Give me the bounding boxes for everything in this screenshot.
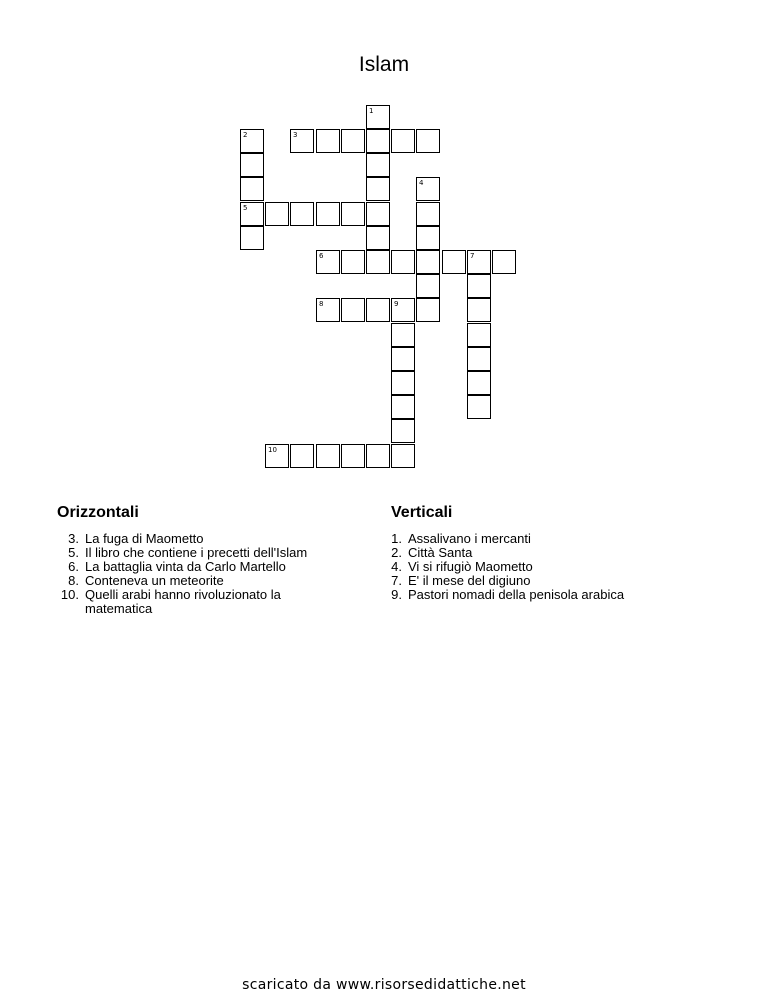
grid-cell[interactable]: [366, 444, 390, 468]
grid-cell[interactable]: [467, 250, 491, 274]
across-clues: [57, 504, 377, 616]
grid-cell[interactable]: [416, 298, 440, 322]
grid-cell[interactable]: [240, 129, 264, 153]
clue-number: 6.: [68, 559, 79, 574]
grid-cell[interactable]: [467, 371, 491, 395]
grid-cell[interactable]: [290, 444, 314, 468]
clue-number: 5.: [68, 545, 79, 560]
clue-text: Il libro che contiene i precetti dell'Islam: [85, 545, 308, 560]
grid-cell[interactable]: [366, 226, 390, 250]
grid-cell[interactable]: [366, 105, 390, 129]
cell-number: 6: [319, 252, 324, 260]
clue-text: Città Santa: [408, 545, 473, 560]
cell-number: 9: [394, 300, 399, 308]
grid-cell[interactable]: [366, 129, 390, 153]
grid-cell[interactable]: [316, 298, 340, 322]
clue-text: Quelli arabi hanno rivoluzionato la matematica: [85, 587, 281, 616]
grid-cell[interactable]: [341, 444, 365, 468]
clue-across-3: [57, 532, 377, 546]
clue-across-6: [57, 560, 377, 574]
footer-credit: scaricato da www.risorsedidattiche.net: [242, 977, 526, 993]
grid-cell[interactable]: [391, 298, 415, 322]
grid-cell[interactable]: [341, 129, 365, 153]
across-heading: Orizzontali: [57, 504, 139, 521]
grid-cell[interactable]: [341, 250, 365, 274]
clue-text: Conteneva un meteorite: [85, 573, 224, 588]
grid-cell[interactable]: [416, 177, 440, 201]
clue-down-2: [391, 546, 731, 560]
clue-text: E' il mese del digiuno: [408, 573, 531, 588]
clue-down-4: [391, 560, 731, 574]
clue-across-10: [57, 588, 377, 616]
grid-cell[interactable]: [341, 202, 365, 226]
cell-number: 10: [268, 446, 277, 454]
clue-number: 10.: [60, 587, 79, 602]
clue-text: Assalivano i mercanti: [408, 531, 531, 546]
grid-cell[interactable]: [442, 250, 466, 274]
clue-text: Vi si rifugiò Maometto: [408, 559, 533, 574]
grid-cell[interactable]: [391, 250, 415, 274]
grid-cell[interactable]: [416, 250, 440, 274]
clue-number: 4.: [391, 559, 402, 574]
clue-text: La fuga di Maometto: [85, 531, 204, 546]
grid-cell[interactable]: [265, 202, 289, 226]
cell-number: 7: [470, 252, 475, 260]
clue-across-8: [57, 574, 377, 588]
grid-cell[interactable]: [467, 298, 491, 322]
grid-cell[interactable]: [366, 298, 390, 322]
grid-cell[interactable]: [316, 129, 340, 153]
clue-number: 9.: [391, 587, 402, 602]
clue-text: Pastori nomadi della penisola arabica: [408, 587, 625, 602]
grid-cell[interactable]: [366, 177, 390, 201]
grid-cell[interactable]: [240, 202, 264, 226]
grid-cell[interactable]: [240, 153, 264, 177]
clue-number: 7.: [391, 573, 402, 588]
clue-across-5: [57, 546, 377, 560]
grid-cell[interactable]: [391, 323, 415, 347]
grid-cell[interactable]: [316, 444, 340, 468]
grid-cell[interactable]: [290, 129, 314, 153]
cell-number: 8: [319, 300, 324, 308]
grid-cell[interactable]: [240, 177, 264, 201]
grid-cell[interactable]: [416, 202, 440, 226]
clue-down-9: [391, 588, 731, 602]
grid-cell[interactable]: [366, 250, 390, 274]
grid-cell[interactable]: [265, 444, 289, 468]
grid-cell[interactable]: [391, 129, 415, 153]
clue-number: 2.: [391, 545, 402, 560]
grid-cell[interactable]: [290, 202, 314, 226]
grid-cell[interactable]: [391, 395, 415, 419]
grid-cell[interactable]: [416, 129, 440, 153]
grid-cell[interactable]: [416, 226, 440, 250]
grid-cell[interactable]: [316, 202, 340, 226]
clue-number: 8.: [68, 573, 79, 588]
crossword-grid: [0, 0, 768, 470]
grid-cell[interactable]: [391, 419, 415, 443]
grid-cell[interactable]: [467, 395, 491, 419]
down-heading: Verticali: [391, 504, 453, 521]
cell-number: 1: [369, 107, 374, 115]
down-clues: [391, 504, 731, 602]
cell-number: 5: [243, 204, 248, 212]
clue-text: La battaglia vinta da Carlo Martello: [85, 559, 286, 574]
cell-number: 2: [243, 131, 248, 139]
grid-cell[interactable]: [391, 444, 415, 468]
grid-cell[interactable]: [467, 323, 491, 347]
grid-cell[interactable]: [492, 250, 516, 274]
grid-cell[interactable]: [240, 226, 264, 250]
clue-number: 1.: [391, 531, 402, 546]
cell-number: 4: [419, 179, 424, 187]
grid-cell[interactable]: [366, 202, 390, 226]
grid-cell[interactable]: [391, 347, 415, 371]
grid-cell[interactable]: [416, 274, 440, 298]
grid-cell[interactable]: [391, 371, 415, 395]
grid-cell[interactable]: [467, 347, 491, 371]
grid-cell[interactable]: [366, 153, 390, 177]
clue-number: 3.: [68, 531, 79, 546]
grid-cell[interactable]: [341, 298, 365, 322]
grid-cell[interactable]: [316, 250, 340, 274]
clue-down-7: [391, 574, 731, 588]
clue-down-1: [391, 532, 731, 546]
grid-cell[interactable]: [467, 274, 491, 298]
cell-number: 3: [293, 131, 298, 139]
page-title: Islam: [358, 53, 410, 76]
